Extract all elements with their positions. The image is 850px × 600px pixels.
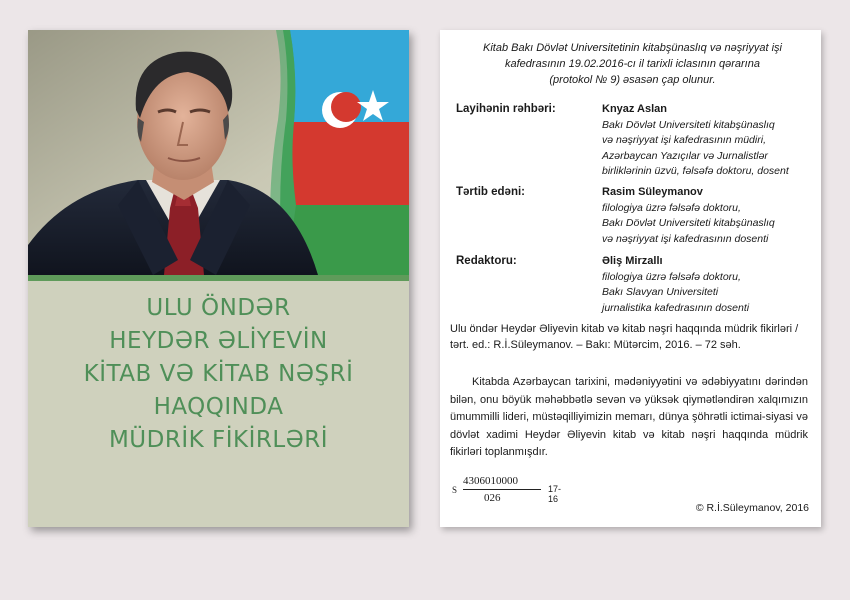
copyright-notice: © R.İ.Süleymanov, 2016 bbox=[695, 502, 809, 514]
credit-role-compiler: Tərtib edəni: bbox=[456, 186, 526, 198]
credit-description: filologiya üzrə fəlsəfə doktoru, Bakı Dövlət Universiteti kitabşünaslıq və nəşriyyat işi kafedrasının dosenti bbox=[602, 201, 775, 245]
credit-name: Əliş Mirzallı bbox=[602, 255, 663, 267]
cover-title bbox=[28, 292, 409, 457]
cover-divider-band bbox=[28, 275, 409, 281]
approval-line: Kitab Bakı Dövlət Universitetinin kitabşünaslıq və nəşriyyat işi bbox=[483, 42, 782, 54]
code-fraction-line bbox=[463, 489, 541, 490]
credit-role-project-lead: Layihənin rəhbəri: bbox=[456, 103, 556, 115]
code-suffix: 17-16 bbox=[548, 484, 562, 504]
cover-title-line: HAQQINDA bbox=[153, 394, 284, 420]
cover-title-line: MÜDRİK FİKİRLƏRİ bbox=[108, 427, 329, 453]
credit-name: Knyaz Aslan bbox=[602, 103, 668, 115]
cover-title-line: KİTAB VƏ KİTAB NƏŞRİ bbox=[83, 361, 354, 387]
code-prefix: S bbox=[452, 485, 458, 495]
credit-person-project-lead bbox=[602, 102, 817, 180]
code-numerator: 4306010000 bbox=[463, 475, 518, 487]
approval-line: kafedrasının 19.02.2016-cı il tarixli iclasının qərarına bbox=[505, 58, 760, 70]
credit-description: Bakı Dövlət Universiteti kitabşünaslıq və nəşriyyat işi kafedrasının müdiri, Azərbaycan Yazıçılar və Jurnalistlər birliklərinin üzvü, fəlsəfə doktoru, dosent bbox=[602, 118, 789, 177]
credit-description: filologiya üzrə fəlsəfə doktoru, Bakı Slavyan Universiteti jurnalistika kafedrasının dosenti bbox=[602, 270, 750, 314]
bibliographic-citation: Ulu öndər Heydər Əliyevin kitab və kitab nəşri haqqında müdrik fikirləri / tərt. ed.: R.İ.Süleymanov. – Bakı: Mütərcim, 2016. – 72 səh. bbox=[450, 323, 799, 351]
cover-title-line: ULU ÖNDƏR bbox=[146, 295, 291, 321]
approval-note bbox=[460, 40, 805, 88]
book-abstract: Kitabda Azərbaycan tarixini, mədəniyyətini və ədəbiyyatını dərindən bilən, onu böyük məhəbbətlə sevən və yüksək qiymətləndirən xalqımızın ümummilli lideri, müstəqilliyimizin memarı, dünya şöhrətli ictimai-siyasi və dövlət xadimi Heydər Əliyevin kitab və kitab nəşri haqqında müdrik fikirləri toplanmışdır. bbox=[450, 376, 808, 458]
credit-person-compiler bbox=[602, 185, 817, 247]
approval-line: (protokol № 9) əsasən çap olunur. bbox=[549, 74, 716, 86]
cover-title-line: HEYDƏR ƏLİYEVİN bbox=[109, 328, 328, 354]
credit-name: Rasim Süleymanov bbox=[602, 186, 703, 198]
code-denominator: 026 bbox=[484, 492, 501, 504]
imprint-page bbox=[440, 30, 821, 527]
book-cover bbox=[28, 30, 409, 527]
credit-role-editor: Redaktoru: bbox=[456, 255, 517, 267]
credit-person-editor bbox=[602, 254, 817, 316]
cover-portrait-photo bbox=[28, 30, 409, 275]
